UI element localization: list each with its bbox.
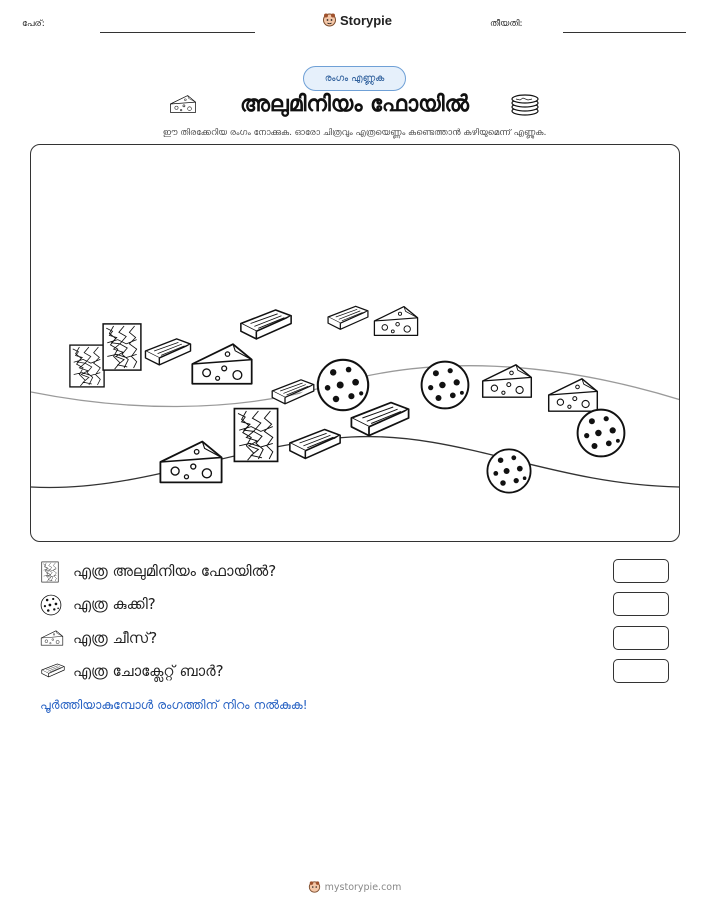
- cookie-icon: [40, 594, 62, 616]
- aluminium-foil-roll-icon: [510, 93, 540, 117]
- question-text: എത്ര അലുമിനിയം ഫോയിൽ?: [73, 562, 277, 580]
- question-row-cheese: [40, 626, 670, 652]
- brand-logo: [322, 12, 392, 28]
- answer-box-aluminium-foil[interactable]: [613, 559, 669, 583]
- question-text: എത്ര ചോക്ലേറ്റ് ബാർ?: [73, 662, 224, 680]
- answer-box-cheese[interactable]: [613, 626, 669, 650]
- answer-box-chocolate-bar[interactable]: [613, 659, 669, 683]
- scene-cheese: [192, 344, 251, 384]
- cheese-icon: [40, 628, 64, 648]
- answer-box-cookie[interactable]: [613, 592, 669, 616]
- storypie-mascot-icon: [322, 12, 337, 28]
- scene-cookie: [578, 410, 625, 457]
- scene-chocolate-bar: [328, 306, 368, 329]
- date-label: തീയതി:: [490, 19, 523, 29]
- aluminium-foil-icon: [40, 561, 60, 583]
- question-row-cookie: [40, 592, 670, 618]
- chocolate-bar-icon: [40, 661, 66, 679]
- scene-cheese: [374, 307, 417, 336]
- question-text: എത്ര ചീസ്?: [73, 629, 158, 647]
- scene-cookie: [318, 360, 368, 410]
- scene-chocolate-bar: [351, 403, 408, 436]
- brand-name: Storypie: [340, 12, 393, 28]
- scene-chocolate-bar: [272, 380, 314, 404]
- scene-aluminium-foil: [70, 345, 104, 387]
- scene-cheese: [160, 442, 221, 483]
- question-row-aluminium-foil: [40, 559, 670, 585]
- scene-cheese: [549, 379, 598, 411]
- coloring-note: പൂർത്തിയാകുമ്പോൾ രംഗത്തിന് നിറം നൽകുക!: [40, 697, 308, 712]
- name-label: പേര്:: [22, 19, 45, 29]
- question-row-chocolate-bar: [40, 659, 670, 685]
- scene-chocolate-bar: [290, 429, 340, 458]
- instructions: ഈ തിരക്കേറിയ രംഗം നോക്കുക. ഓരോ ചിത്രവും എത്രയെണ്ണം കണ്ടെത്താൻ കഴിയുമെന്ന് എണ്ണുക.: [162, 128, 547, 138]
- scene-chocolate-bar: [145, 339, 190, 365]
- storypie-mascot-icon: [308, 880, 321, 894]
- footer: [0, 880, 709, 894]
- question-text: എത്ര കുക്കി?: [73, 595, 156, 613]
- name-field-line[interactable]: [100, 32, 255, 33]
- busy-scene: [31, 145, 680, 542]
- scene-frame: [30, 144, 680, 542]
- scene-cookie: [487, 449, 530, 492]
- scene-aluminium-foil: [234, 409, 277, 462]
- scene-chocolate-bar: [241, 310, 291, 339]
- scene-cookie: [422, 362, 469, 409]
- footer-url[interactable]: mystorypie.com: [324, 881, 402, 893]
- scene-aluminium-foil: [103, 324, 141, 370]
- scene-cheese: [483, 365, 532, 397]
- date-field-line[interactable]: [563, 32, 686, 33]
- page-title: അലുമിനിയം ഫോയിൽ: [239, 92, 470, 117]
- activity-badge: രംഗം എണ്ണുക: [303, 66, 406, 91]
